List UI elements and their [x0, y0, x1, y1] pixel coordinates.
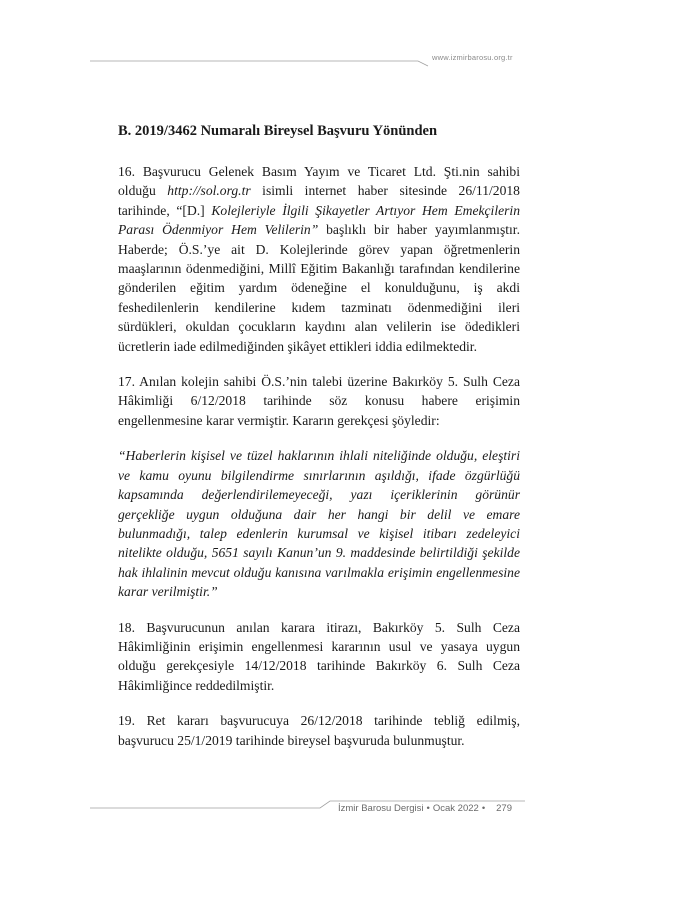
footer-issue: Ocak 2022	[432, 803, 479, 814]
paragraph-19: 19. Ret kararı başvurucuya 26/12/2018 tarihinde tebliğ edilmiş, başvurucu 25/1/2019 tarihinde bireysel başvuruda bulunmuştur.	[118, 713, 520, 748]
page-number: 279	[496, 803, 512, 814]
paragraph-16-text-b: isimli internet haber sitesinde 26/11/2018 tarihinde, “[D.]	[118, 183, 520, 218]
paragraph-18: 18. Başvurucunun anılan karara itirazı, Bakırköy 5. Sulh Ceza Hâkimliğinin erişimin engellenmesi kararının usul ve yasaya uygun olduğu gerekçesiyle 14/12/2018 tarihinde Bakırköy 6. Sulh Ceza Hâkimliğince reddedilmiştir.	[118, 619, 520, 693]
paragraph-17: 17. Anılan kolejin sahibi Ö.S.’nin talebi üzerine Bakırköy 5. Sulh Ceza Hâkimliği 6/12/2018 tarihinde söz konusu habere erişimin engellenmesine karar vermiştir. Kararın gerekçesi şöyledir:	[118, 374, 520, 428]
header-rule	[0, 0, 700, 80]
paragraph-16-text-c: başlıklı bir haber yayımlanmıştır. Haberde; Ö.S.’ye ait D. Kolejlerinde görev yapan öğretmenlerin maaşlarının ödenmediğini, Millî Eğitim Bakanlığı tarafından kendilerine gönderilen eğitim yardım ödeneğine el konulduğunu, iş akdi feshedilenlerin kendilerine kıdem tazminatı ödenmediğini ileri sürdükleri, okuldan çocukların kaydını alan velilerin ise ödedikleri ücretlerin iade edilmediğinden şikâyet ettikleri iddia edilmektedir.	[118, 222, 520, 354]
paragraph-16-url: http://sol.org.tr	[167, 183, 251, 199]
page-content	[118, 122, 520, 766]
footer-separator-2: •	[481, 803, 486, 814]
header-url: www.izmirbarosu.org.tr	[432, 53, 513, 62]
paragraph-16	[118, 162, 520, 356]
section-title: B. 2019/3462 Numaralı Bireysel Başvuru Yönünden	[118, 123, 438, 139]
footer-journal: İzmir Barosu Dergisi	[338, 803, 424, 814]
paragraph-16-text-a: 16. Başvurucu Gelenek Basım Yayım ve Ticaret Ltd. Şti.nin sahibi olduğu	[118, 164, 520, 199]
footer-separator: •	[426, 803, 430, 814]
court-quote: “Haberlerin kişisel ve tüzel haklarının ihlali niteliğinde olduğu, eleştiri ve kamu oyunu bilgilendirme sınırlarının aşıldığı, ifade özgürlüğü kapsamında değerlendirilemeyeceği, yazı içeriklerinin görünür gerçekliğe uygun olduğuna dair her hangi bir delil ve emare bulunmadığı, talep edenlerin kurumsal ve kişisel itibarı zedeleyici nitelikte olduğu, 5651 sayılı Kanun’un 9. maddesinde belirtildiği şekilde hak ihlalinin mevcut olduğu kanısına varılmakla erişimin engellenmesine karar verilmiştir.”	[118, 448, 520, 600]
paragraph-16-news-title: Kolejleriyle İlgili Şikayetler Artıyor Hem Emekçilerin Parası Ödenmiyor Hem Velilerin”	[118, 202, 520, 238]
footer-text	[338, 803, 528, 814]
